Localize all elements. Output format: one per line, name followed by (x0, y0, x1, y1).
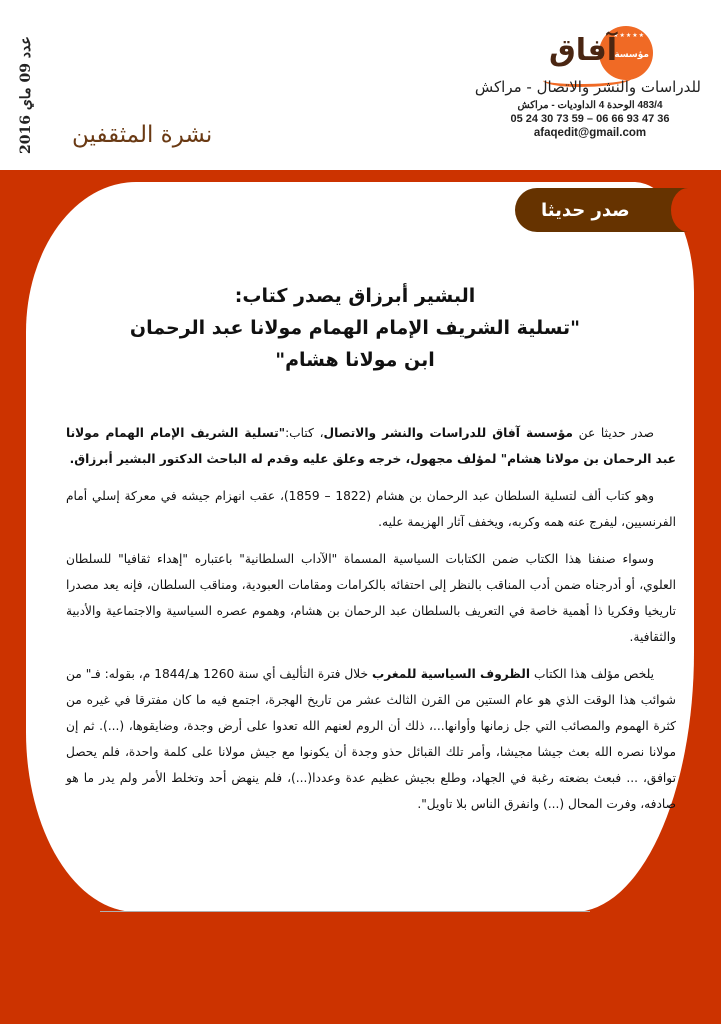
logo-small-label: مؤسسة (614, 50, 649, 60)
headline-line-3: ابن مولانا هشام" (275, 349, 435, 371)
publisher-phones: 05 24 30 73 59 – 06 66 93 47 36 (510, 113, 670, 125)
publisher-address: 483/4 الوحدة 4 الداوديات - مراكش (517, 100, 663, 111)
logo-main-label: آفاق (548, 33, 617, 68)
issue-date: عدد 09 ماي 2016 (18, 36, 34, 154)
section-label: صدر حديثا (541, 199, 630, 221)
paragraph-3: وسواء صنفنا هذا الكتاب ضمن الكتابات السياسية المسماة "الآداب السلطانية" باعتباره "إهداء ثقافيا" للسلطان العلوي، أو أدرجناه ضمن أدب المناقب بالنظر إلى احتفائه بالكرامات ومقامات العبودية، ومناقب السلطان، فإنه يعد مصدرا تاريخيا وفكريا ذا أهمية خاصة في التعريف بالسلطان عبد الرحمان بن هشام، وهموم عصره السياسية والاجتماعية والأدبية والثقافية. (66, 552, 676, 644)
paragraph-2: وهو كتاب ألف لتسلية السلطان عبد الرحمان بن هشام (1822 – 1859)، عقب انهزام جيشه في معركة إسلي أمام الفرنسيين، ليفرج عنه همه وكربه، ويخفف آثار الهزيمة عليه. (66, 489, 676, 529)
paragraph-1: صدر حديثا عن مؤسسة آفاق للدراسات والنشر والاتصال، كتاب:"تسلية الشريف الإمام الهمام مولانا عبد الرحمان بن مولانا هشام" لمؤلف مجهول، خرجه وعلق عليه وقدم له الباحث الدكتور البشير أبرزاق. (66, 426, 676, 466)
divider (100, 911, 590, 912)
paragraph-4: يلخص مؤلف هذا الكتاب الظروف السياسية للمغرب خلال فترة التأليف أي سنة 1260 هـ/1844 م، بقوله: فـ" من شوائب هذا الوقت الذي هو عام الستين من القرن الثالث عشر من تاريخ الهجرة، اجتمع فيه ما كان مفترقا في غيره من كثرة الهموم والمصائب التي جل زمانها وأوانها...، ذلك أن الروم لعنهم الله تعدوا على أرض وجدة، وضايقوها، (...). ثم إن مولانا نصره الله بعث جيشا مجيشا، وأمر تلك القبائل حذو وجدة أن يكونوا مع جيش مولانا على كلمة واحدة، فلم يحصل توافق، ... فبعث بضعته رغبة في الجهاد، وطلع بجيش عظيم عدة وعددا(...)، فلم ينهض أحد وتخلط الأمر ولم يدر ما هو صادفه، وفرت المحال (...) وانفرق الناس بلا تاويل". (66, 667, 676, 811)
political-conditions: الظروف السياسية للمغرب (371, 667, 531, 681)
book-title: "تسلية الشريف الإمام الهمام مولانا عبد الرحمان بن مولانا هشام" لمؤلف مجهول، خرجه وعلق عليه وقدم له الباحث الدكتور البشير أبرزاق. (66, 426, 676, 466)
headline-line-1: البشير أبرزاق يصدر كتاب: (234, 285, 476, 307)
logo-mark (543, 26, 653, 80)
logo-stars-icon: ★★★★★ (613, 32, 645, 39)
article-headline (90, 280, 620, 376)
section-banner (515, 188, 701, 232)
headline-line-2: "تسلية الشريف الإمام الهمام مولانا عبد الرحمان (129, 317, 581, 339)
publisher-logo (474, 18, 701, 143)
logo-subtitle: للدراسات والنشر والاتصال - مراكش (474, 78, 701, 96)
page-header (0, 0, 721, 170)
publisher-email[interactable]: afaqedit@gmail.com (533, 127, 647, 139)
publisher-name: مؤسسة آفاق للدراسات والنشر والاتصال (323, 426, 573, 440)
article-body (66, 420, 676, 828)
newsletter-title: نشرة المثقفين (72, 122, 213, 148)
